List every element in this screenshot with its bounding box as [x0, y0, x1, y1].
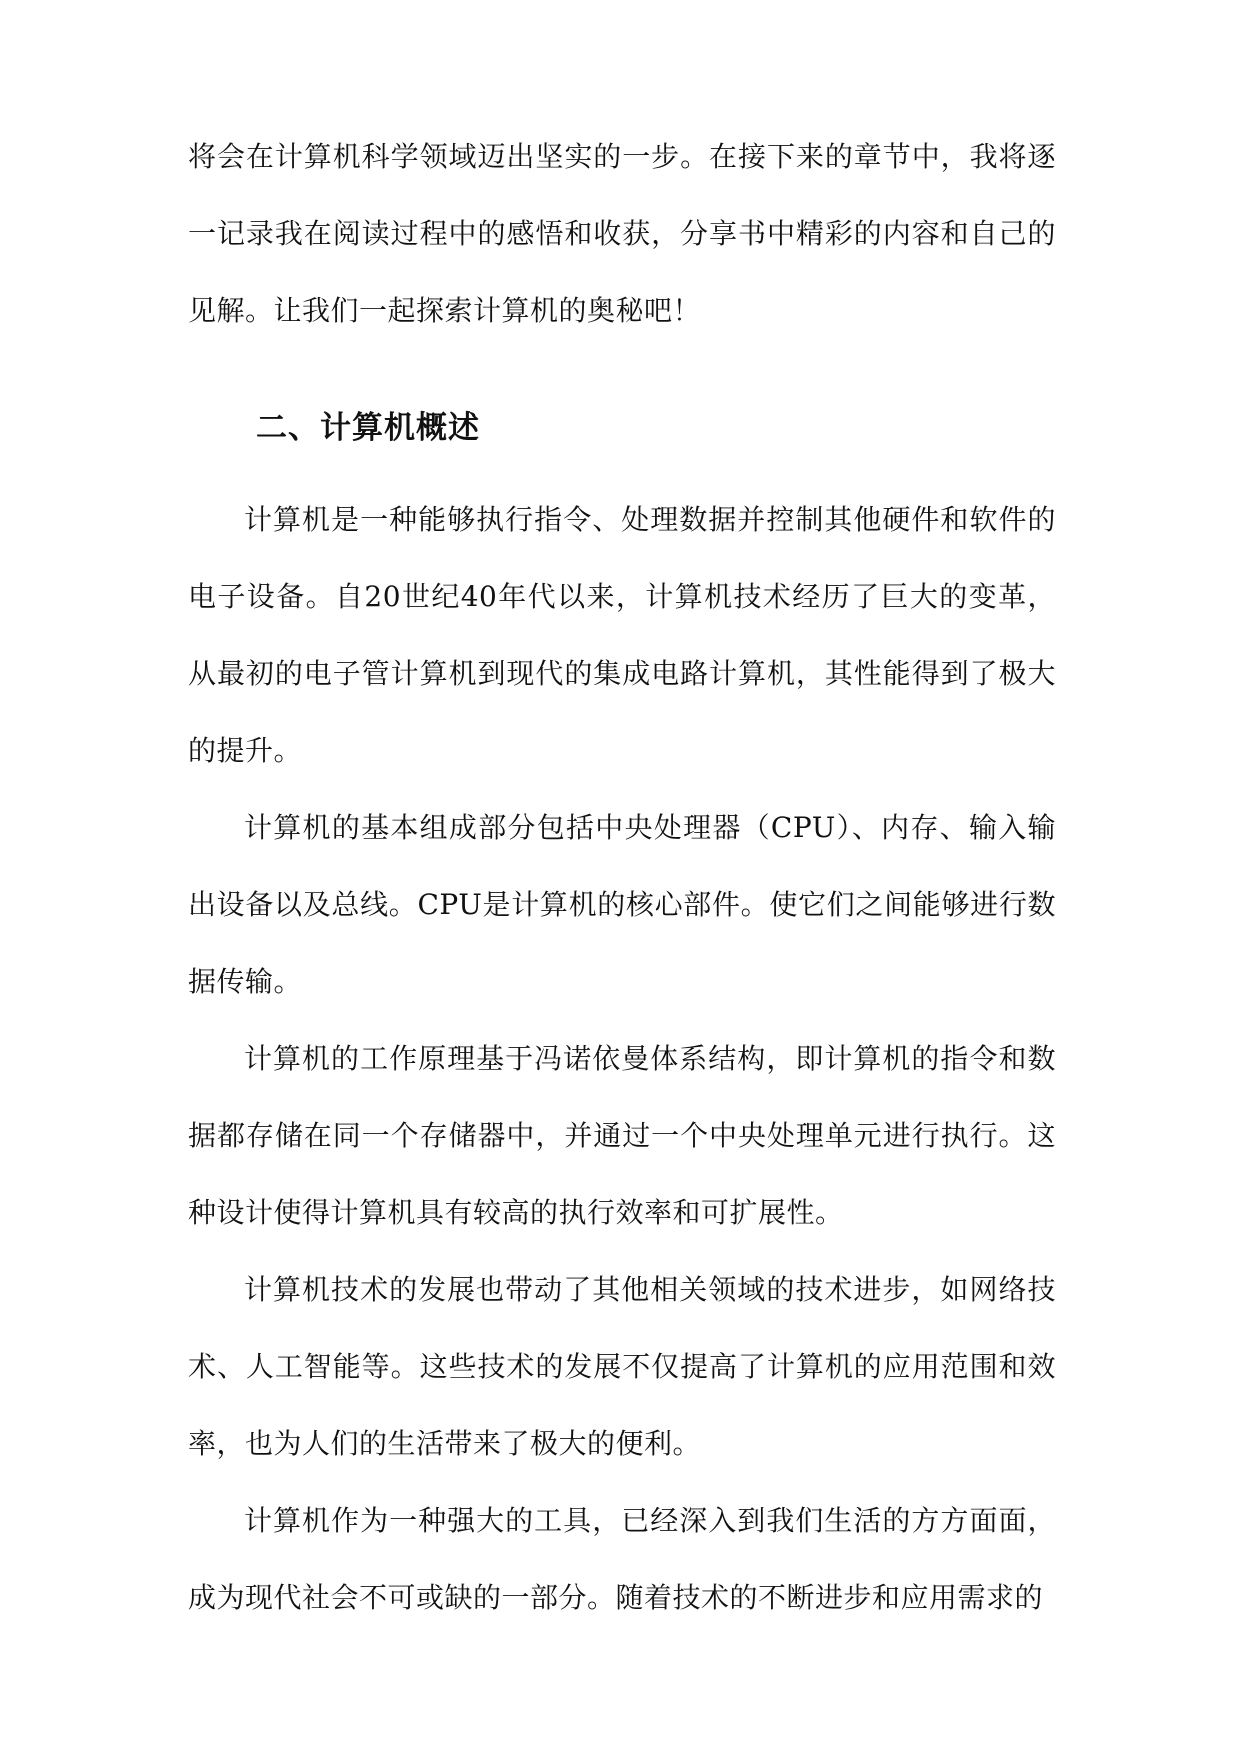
paragraph-computer-components: 计算机的基本组成部分包括中央处理器（CPU）、内存、输入输出设备以及总线。CPU是计算机的核心部件。使它们之间能够进行数据传输。: [188, 811, 1056, 998]
paragraph-computer-as-tool: 计算机作为一种强大的工具，已经深入到我们生活的方方面面，成为现代社会不可或缺的一部分。随着技术的不断进步和应用需求的: [188, 1504, 1056, 1614]
section-heading: 二、计算机概述: [256, 410, 480, 446]
paragraph-computer-definition: 计算机是一种能够执行指令、处理数据并控制其他硬件和软件的电子设备。自20世纪40年代以来，计算机技术经历了巨大的变革，从最初的电子管计算机到现代的集成电路计算机，其性能得到了极大的提升。: [188, 503, 1056, 767]
paragraph-von-neumann: 计算机的工作原理基于冯诺依曼体系结构，即计算机的指令和数据都存储在同一个存储器中，并通过一个中央处理单元进行执行。这种设计使得计算机具有较高的执行效率和可扩展性。: [188, 1042, 1056, 1229]
paragraph-related-fields: 计算机技术的发展也带动了其他相关领域的技术进步，如网络技术、人工智能等。这些技术的发展不仅提高了计算机的应用范围和效率，也为人们的生活带来了极大的便利。: [188, 1273, 1056, 1460]
intro-paragraph: 将会在计算机科学领域迈出坚实的一步。在接下来的章节中，我将逐一记录我在阅读过程中的感悟和收获，分享书中精彩的内容和自己的见解。让我们一起探索计算机的奥秘吧！: [188, 140, 1056, 327]
